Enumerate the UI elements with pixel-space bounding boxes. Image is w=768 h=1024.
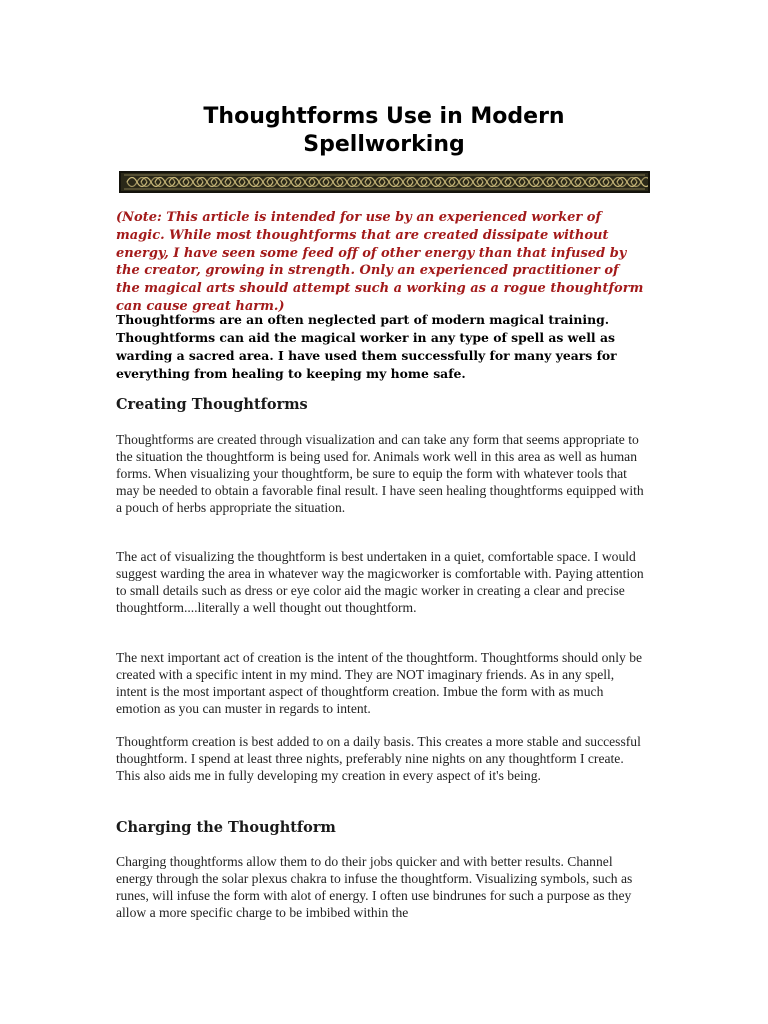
section-heading-charging: Charging the Thoughtform [116, 819, 336, 836]
warning-note: (Note: This article is intended for use by an experienced worker of magic. While most thoughtforms that are created dissipate without energy, I have seen some feed off of other energy than that infused by the creator, growing in strength. Only an experienced practitioner of the magical arts should attempt such a working as a rogue thoughtform can cause great harm.) [116, 210, 644, 314]
creating-paragraph-1: Thoughtforms are created through visualization and can take any form that seems appropriate to the situation the thoughtform is being used for. Animals work well in this area as well as human forms. When visualizing your thoughtform, be sure to equip the form with whatever tools that may be needed to obtain a favorable final result. I have seen healing thoughtforms equipped with a pouch of herbs appropriate the situation. [116, 432, 644, 515]
creating-paragraph-4: Thoughtform creation is best added to on a daily basis. This creates a more stable and successful thoughtform. I spend at least three nights, preferably nine nights on any thoughtform I create. This also aids me in fully developing my creation in every aspect of it's being. [116, 734, 641, 783]
creating-paragraph-3: The next important act of creation is the intent of the thoughtform. Thoughtforms should only be created with a specific intent in my mind. They are NOT imaginary friends. As in any spell, intent is the most important aspect of thoughtform creation. Imbue the form with as much emotion as you can muster in regards to intent. [116, 650, 643, 716]
section-heading-creating: Creating Thoughtforms [116, 396, 308, 413]
charging-paragraph-1: Charging thoughtforms allow them to do their jobs quicker and with better results. Channel energy through the solar plexus chakra to infuse the thoughtform. Visualizing symbols, such as runes, will infuse the form with alot of energy. I often use bindrunes for such a purpose as they allow a more specific charge to be imbibed within the [116, 854, 633, 920]
page-title: Thoughtforms Use in Modern Spellworking [203, 104, 565, 157]
celtic-knot-divider-icon [119, 171, 650, 193]
intro-paragraph: Thoughtforms are an often neglected part of modern magical training. Thoughtforms can aid the magical worker in any type of spell as well as warding a sacred area. I have used them successfully for many years for everything from healing to keeping my home safe. [116, 312, 617, 381]
creating-paragraph-2: The act of visualizing the thoughtform is best undertaken in a quiet, comfortable space. I would suggest warding the area in whatever way the magicworker is comfortable with. Paying attention to small details such as dress or eye color aid the magic worker in creating a clear and precise thoughtform....literally a well thought out thoughtform. [116, 549, 644, 615]
